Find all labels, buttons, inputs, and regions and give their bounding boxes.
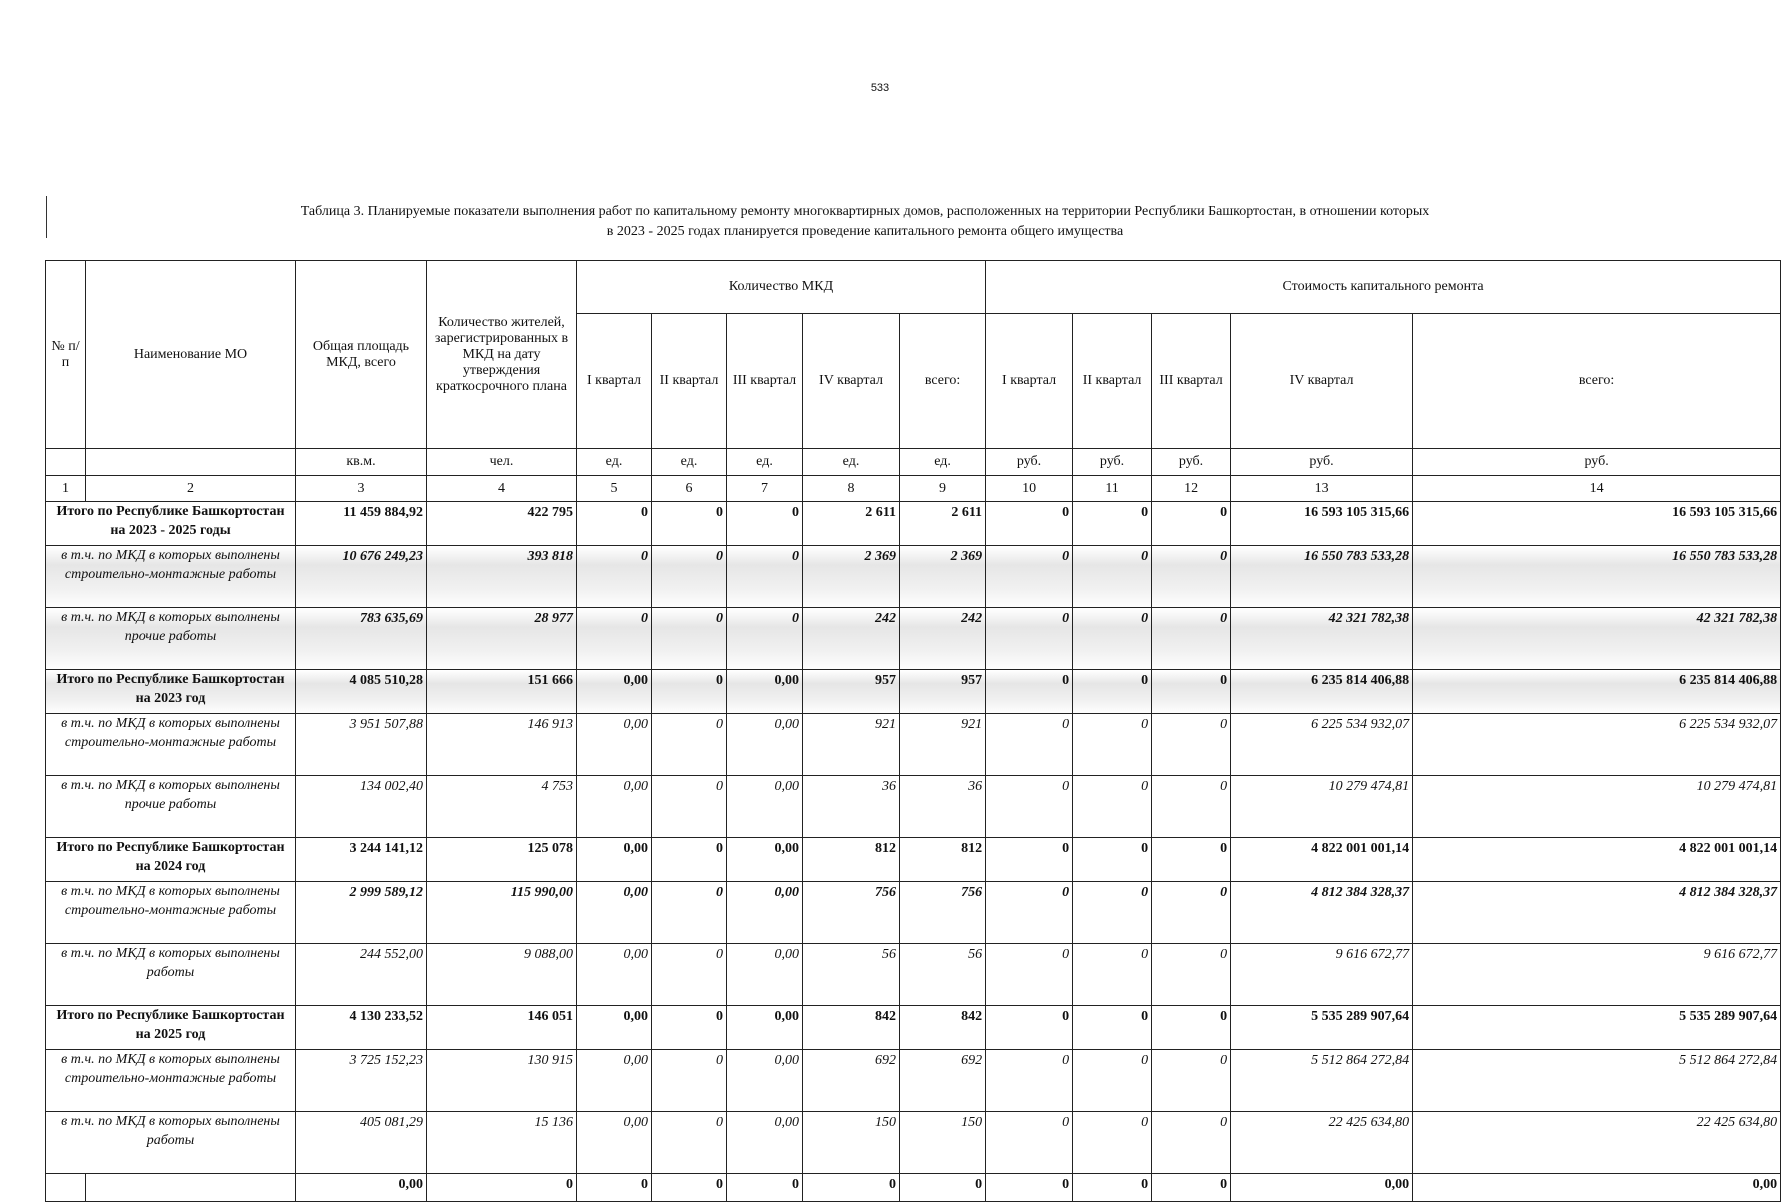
unit-cell: руб. [1073,449,1152,476]
cell-cost-q2: 0 [1073,1050,1152,1112]
cell-residents: 4 753 [427,776,577,838]
table-row [46,502,1781,546]
cell-cost-q1: 0 [986,670,1073,714]
cell-count-q1: 0,00 [577,1050,652,1112]
cell-residents: 15 136 [427,1112,577,1174]
cell-area: 783 635,69 [296,608,427,670]
cell-cost-q2: 0 [1073,1112,1152,1174]
cell-cost-q3: 0 [1152,776,1231,838]
cell-count-q3: 0,00 [727,838,803,882]
header-count-q1: I квартал [577,314,652,449]
cell-cost-q4: 4 812 384 328,37 [1231,882,1413,944]
cell-count-q2: 0 [652,776,727,838]
row-label: в т.ч. по МКД в которых выполнены работы [46,1112,296,1174]
cell-area: 405 081,29 [296,1112,427,1174]
column-number: 3 [296,476,427,502]
row-label: в т.ч. по МКД в которых выполнены строительно-монтажные работы [46,546,296,608]
row-label: Итого по Республике Башкортостан на 2024 год [46,838,296,882]
cell-count-q1: 0,00 [577,1006,652,1050]
cell-count-q1: 0 [577,608,652,670]
table-row [46,1006,1781,1050]
unit-cell: ед. [727,449,803,476]
cell-area: 10 676 249,23 [296,546,427,608]
cell-cost-q2: 0 [1073,944,1152,1006]
cell-count-q3: 0,00 [727,670,803,714]
header-num: № п/п [46,261,86,449]
row-label: Итого по Республике Башкортостан на 2025 год [46,1006,296,1050]
row-label: Итого по Республике Башкортостан на 2023 - 2025 годы [46,502,296,546]
cell-cost-total: 5 512 864 272,84 [1413,1050,1781,1112]
cell-count-q1: 0,00 [577,670,652,714]
cell-residents: 0 [427,1174,577,1202]
cell-cost-total: 42 321 782,38 [1413,608,1781,670]
cell-count-total: 692 [900,1050,986,1112]
cell-cost-q3: 0 [1152,1050,1231,1112]
cell-cost-q4: 5 535 289 907,64 [1231,1006,1413,1050]
cell-cost-q2: 0 [1073,1174,1152,1202]
cell-residents: 115 990,00 [427,882,577,944]
table-row [46,1174,1781,1202]
column-number: 10 [986,476,1073,502]
caption-line-1: Таблица 3. Планируемые показатели выполнения работ по капитальному ремонту многоквартирных домов, расположенных на территории Республики Башкортостан, в отношении которых [300,204,1430,219]
cell-count-q2: 0 [652,838,727,882]
cell-count-q4: 842 [803,1006,900,1050]
header-area: Общая площадь МКД, всего [296,261,427,449]
cell-count-q4: 957 [803,670,900,714]
cell-cost-q4: 4 822 001 001,14 [1231,838,1413,882]
cell-cost-total: 16 593 105 315,66 [1413,502,1781,546]
cell-count-total: 2 611 [900,502,986,546]
cell-count-q3: 0 [727,1174,803,1202]
header-cost-q4: IV квартал [1231,314,1413,449]
row-label: в т.ч. по МКД в которых выполнены строительно-монтажные работы [46,714,296,776]
table-caption [200,202,1530,242]
cell-count-q1: 0,00 [577,1112,652,1174]
unit-cell: ед. [652,449,727,476]
cell-cost-q1: 0 [986,546,1073,608]
cell-count-q1: 0 [577,1174,652,1202]
cell-residents: 146 913 [427,714,577,776]
cell-cost-q3: 0 [1152,1112,1231,1174]
cell-count-q1: 0,00 [577,944,652,1006]
unit-cell: руб. [1413,449,1781,476]
column-number: 8 [803,476,900,502]
cell-cost-q2: 0 [1073,546,1152,608]
cell-count-total: 242 [900,608,986,670]
cell-cost-q4: 16 550 783 533,28 [1231,546,1413,608]
cell-cost-q4: 42 321 782,38 [1231,608,1413,670]
header-count-total: всего: [900,314,986,449]
column-number: 5 [577,476,652,502]
cell-cost-q2: 0 [1073,882,1152,944]
cell-cost-q3: 0 [1152,944,1231,1006]
cell-count-total: 756 [900,882,986,944]
header-count-q2: II квартал [652,314,727,449]
cell-count-q4: 812 [803,838,900,882]
cell-cost-total: 0,00 [1413,1174,1781,1202]
cell-cost-q4: 16 593 105 315,66 [1231,502,1413,546]
cell-cost-q4: 22 425 634,80 [1231,1112,1413,1174]
units-row [46,449,1781,476]
cell-count-q1: 0 [577,502,652,546]
cell-count-q4: 150 [803,1112,900,1174]
table-row [46,608,1781,670]
cell-cost-q2: 0 [1073,714,1152,776]
cell-count-q4: 2 611 [803,502,900,546]
header-cost-q3: III квартал [1152,314,1231,449]
column-number: 1 [46,476,86,502]
cell-count-total: 921 [900,714,986,776]
row-label: в т.ч. по МКД в которых выполнены прочие работы [46,776,296,838]
table-row [46,944,1781,1006]
cell-count-q2: 0 [652,714,727,776]
cell-cost-q3: 0 [1152,838,1231,882]
cell-area: 0,00 [296,1174,427,1202]
column-number: 14 [1413,476,1781,502]
cell-residents: 422 795 [427,502,577,546]
cell-cost-q1: 0 [986,1112,1073,1174]
column-number: 4 [427,476,577,502]
cell-cost-q1: 0 [986,1174,1073,1202]
cell-count-total: 0 [900,1174,986,1202]
cell-cost-q3: 0 [1152,1174,1231,1202]
cell-cost-q4: 6 235 814 406,88 [1231,670,1413,714]
header-cost-group: Стоимость капитального ремонта [986,261,1781,314]
row-label [86,1174,296,1202]
column-numbers-row [46,476,1781,502]
cell-count-q4: 2 369 [803,546,900,608]
unit-cell-empty [46,449,86,476]
unit-cell: руб. [986,449,1073,476]
cell-count-q4: 0 [803,1174,900,1202]
cell-count-q1: 0,00 [577,838,652,882]
unit-cell: ед. [900,449,986,476]
cell-cost-q1: 0 [986,714,1073,776]
cell-cost-q2: 0 [1073,670,1152,714]
table-row [46,546,1781,608]
cell-count-q4: 692 [803,1050,900,1112]
unit-cell: чел. [427,449,577,476]
cell-count-q3: 0,00 [727,944,803,1006]
unit-cell-empty [86,449,296,476]
table-container [45,260,1778,1192]
unit-cell: руб. [1231,449,1413,476]
margin-line [46,196,47,238]
cell-cost-q2: 0 [1073,838,1152,882]
cell-cost-q4: 0,00 [1231,1174,1413,1202]
capital-repair-table [45,260,1781,1202]
cell-count-q3: 0,00 [727,1050,803,1112]
caption-line-2: в 2023 - 2025 годах планируется проведение капитального ремонта общего имущества [606,224,1124,239]
cell-count-q2: 0 [652,608,727,670]
unit-cell: ед. [803,449,900,476]
cell-cost-q2: 0 [1073,776,1152,838]
cell-cost-total: 6 225 534 932,07 [1413,714,1781,776]
table-row [46,670,1781,714]
cell-count-q2: 0 [652,546,727,608]
column-number: 6 [652,476,727,502]
header-name: Наименование МО [86,261,296,449]
cell-area: 3 951 507,88 [296,714,427,776]
cell-count-q2: 0 [652,1006,727,1050]
cell-cost-q4: 5 512 864 272,84 [1231,1050,1413,1112]
header-cost-q2: II квартал [1073,314,1152,449]
cell-cost-q1: 0 [986,838,1073,882]
cell-cost-q2: 0 [1073,608,1152,670]
cell-count-q1: 0 [577,546,652,608]
cell-area: 4 085 510,28 [296,670,427,714]
cell-residents: 125 078 [427,838,577,882]
cell-cost-total: 10 279 474,81 [1413,776,1781,838]
cell-cost-total: 9 616 672,77 [1413,944,1781,1006]
cell-count-q3: 0 [727,502,803,546]
header-count-group: Количество МКД [577,261,986,314]
cell-cost-q1: 0 [986,776,1073,838]
cell-cost-q3: 0 [1152,546,1231,608]
cell-cost-q4: 6 225 534 932,07 [1231,714,1413,776]
cell-count-q2: 0 [652,502,727,546]
cell-count-q4: 756 [803,882,900,944]
cell-cost-q2: 0 [1073,1006,1152,1050]
row-label: в т.ч. по МКД в которых выполнены прочие работы [46,608,296,670]
cell-cost-q1: 0 [986,944,1073,1006]
cell-area: 134 002,40 [296,776,427,838]
column-number: 11 [1073,476,1152,502]
cell-count-q4: 242 [803,608,900,670]
cell-cost-q3: 0 [1152,670,1231,714]
cell-area: 4 130 233,52 [296,1006,427,1050]
cell-residents: 9 088,00 [427,944,577,1006]
cell-area: 11 459 884,92 [296,502,427,546]
unit-cell: руб. [1152,449,1231,476]
header-cost-q1: I квартал [986,314,1073,449]
cell-count-q2: 0 [652,1050,727,1112]
column-number: 13 [1231,476,1413,502]
cell-residents: 151 666 [427,670,577,714]
column-number: 2 [86,476,296,502]
cell-cost-total: 5 535 289 907,64 [1413,1006,1781,1050]
cell-count-q2: 0 [652,1112,727,1174]
cell-count-q1: 0,00 [577,776,652,838]
row-label: Итого по Республике Башкортостан на 2023 год [46,670,296,714]
cell-count-total: 2 369 [900,546,986,608]
row-label: в т.ч. по МКД в которых выполнены строительно-монтажные работы [46,882,296,944]
cell-count-q4: 36 [803,776,900,838]
cell-cost-q1: 0 [986,1006,1073,1050]
cell-count-q3: 0 [727,608,803,670]
cell-area: 2 999 589,12 [296,882,427,944]
cell-count-total: 150 [900,1112,986,1174]
cell-count-q3: 0,00 [727,882,803,944]
cell-cost-q1: 0 [986,1050,1073,1112]
table-row [46,776,1781,838]
cell-count-q1: 0,00 [577,882,652,944]
cell-residents: 130 915 [427,1050,577,1112]
cell-residents: 393 818 [427,546,577,608]
cell-count-q3: 0,00 [727,1112,803,1174]
cell-area: 3 725 152,23 [296,1050,427,1112]
table-row [46,714,1781,776]
cell-count-q3: 0,00 [727,714,803,776]
column-number: 7 [727,476,803,502]
cell-cost-q3: 0 [1152,1006,1231,1050]
page-number: 533 [870,82,890,94]
row-label: в т.ч. по МКД в которых выполнены строительно-монтажные работы [46,1050,296,1112]
header-cost-total: всего: [1413,314,1781,449]
cell-count-total: 812 [900,838,986,882]
cell-count-q3: 0,00 [727,1006,803,1050]
column-number: 12 [1152,476,1231,502]
cell-count-q1: 0,00 [577,714,652,776]
cell-cost-q4: 10 279 474,81 [1231,776,1413,838]
unit-cell: ед. [577,449,652,476]
table-row [46,1050,1781,1112]
row-num-empty [46,1174,86,1202]
cell-count-q2: 0 [652,670,727,714]
cell-cost-total: 16 550 783 533,28 [1413,546,1781,608]
cell-cost-q3: 0 [1152,714,1231,776]
header-residents: Количество жителей, зарегистрированных в МКД на дату утверждения краткосрочного плана [427,261,577,449]
table-row [46,838,1781,882]
cell-count-q4: 921 [803,714,900,776]
cell-cost-q4: 9 616 672,77 [1231,944,1413,1006]
header-count-q4: IV квартал [803,314,900,449]
cell-residents: 28 977 [427,608,577,670]
cell-cost-q3: 0 [1152,882,1231,944]
cell-count-total: 36 [900,776,986,838]
cell-cost-total: 4 822 001 001,14 [1413,838,1781,882]
cell-count-q3: 0,00 [727,776,803,838]
cell-cost-q1: 0 [986,882,1073,944]
cell-cost-q1: 0 [986,608,1073,670]
cell-count-total: 957 [900,670,986,714]
cell-cost-total: 6 235 814 406,88 [1413,670,1781,714]
cell-cost-q3: 0 [1152,502,1231,546]
cell-area: 244 552,00 [296,944,427,1006]
cell-count-q2: 0 [652,1174,727,1202]
table-row [46,1112,1781,1174]
cell-count-q2: 0 [652,944,727,1006]
cell-count-q3: 0 [727,546,803,608]
cell-area: 3 244 141,12 [296,838,427,882]
cell-cost-total: 4 812 384 328,37 [1413,882,1781,944]
cell-cost-q2: 0 [1073,502,1152,546]
cell-cost-total: 22 425 634,80 [1413,1112,1781,1174]
cell-count-total: 56 [900,944,986,1006]
unit-cell: кв.м. [296,449,427,476]
cell-cost-q3: 0 [1152,608,1231,670]
cell-count-q4: 56 [803,944,900,1006]
table-row [46,882,1781,944]
cell-count-q2: 0 [652,882,727,944]
cell-count-total: 842 [900,1006,986,1050]
column-number: 9 [900,476,986,502]
header-count-q3: III квартал [727,314,803,449]
cell-residents: 146 051 [427,1006,577,1050]
header-row-groups [46,261,1781,314]
cell-cost-q1: 0 [986,502,1073,546]
row-label: в т.ч. по МКД в которых выполнены работы [46,944,296,1006]
